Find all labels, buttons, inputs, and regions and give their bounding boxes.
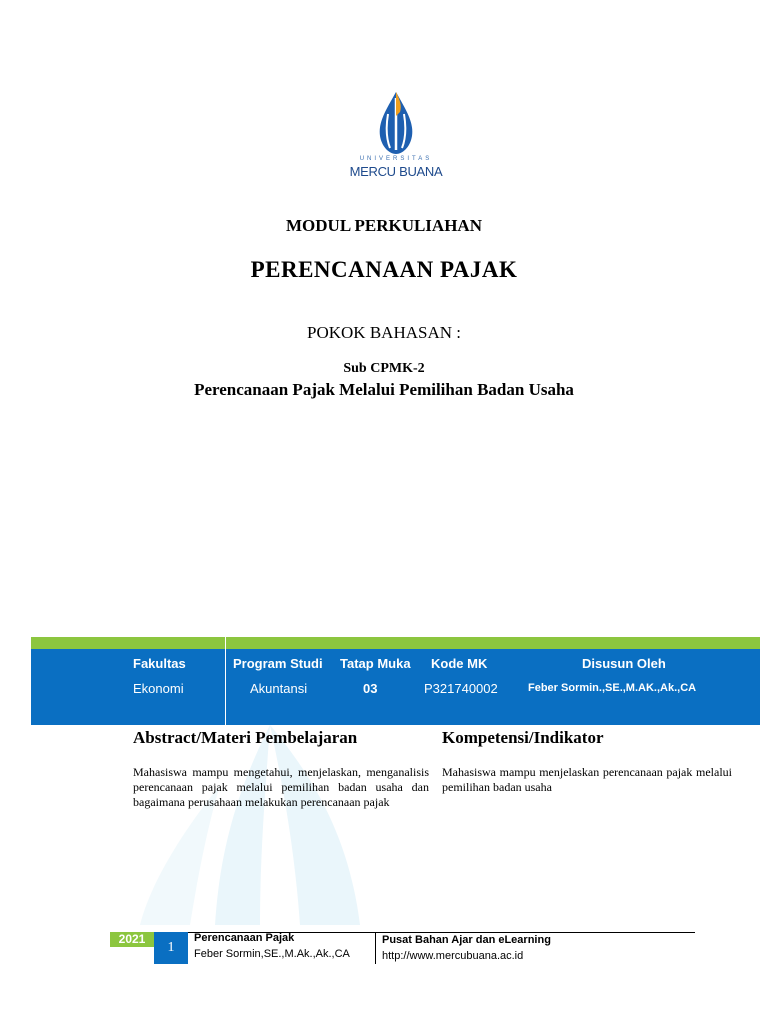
header-kode-mk: Kode MK <box>431 656 488 671</box>
page-title: PERENCANAAN PAJAK <box>250 257 518 282</box>
footer-center-name: Pusat Bahan Ajar dan eLearning <box>382 934 551 946</box>
footer-divider <box>375 932 376 964</box>
header-fakultas: Fakultas <box>133 656 186 671</box>
value-kode-mk: P321740002 <box>424 681 498 696</box>
mercu-buana-emblem-icon <box>376 92 416 154</box>
abstract-body: Mahasiswa mampu mengetahui, menjelaskan, menganalisis perencanaan pajak melalui pemilihan badan usaha dan bagaimana perusahaan melakukan perencanaan pajak <box>133 765 429 809</box>
sub-cpmk-label: Sub CPMK-2 <box>343 361 425 376</box>
header-tatap-muka: Tatap Muka <box>340 656 411 671</box>
modul-label: MODUL PERKULIAHAN <box>286 216 482 235</box>
banner-accent-bar <box>31 637 760 649</box>
university-logo <box>344 92 448 188</box>
value-disusun-oleh: Feber Sormin.,SE.,M.AK.,Ak.,CA <box>528 682 697 694</box>
topic-title: Perencanaan Pajak Melalui Pemilihan Badan Usaha <box>194 380 574 399</box>
value-fakultas: Ekonomi <box>133 681 184 696</box>
value-program-studi: Akuntansi <box>250 681 308 696</box>
competency-body: Mahasiswa mampu menjelaskan perencanaan pajak melalui pemilihan badan usaha <box>442 765 732 794</box>
footer-page-number: 1 <box>154 932 188 964</box>
abstract-heading: Abstract/Materi Pembelajaran <box>133 728 358 747</box>
footer-year-badge: 2021 <box>110 932 154 947</box>
banner-divider <box>225 637 226 725</box>
footer-author: Feber Sormin,SE.,M.Ak.,Ak.,CA <box>194 948 350 960</box>
logo-university-name: MERCU BUANA <box>349 164 443 179</box>
logo-university-label: UNIVERSITAS <box>359 156 433 162</box>
header-disusun-oleh: Disusun Oleh <box>582 656 666 671</box>
header-program-studi: Program Studi <box>233 656 323 671</box>
footer-website-link[interactable]: http://www.mercubuana.ac.id <box>382 950 524 962</box>
value-tatap-muka: 03 <box>363 681 378 696</box>
footer-course-name: Perencanaan Pajak <box>194 932 295 944</box>
watermark-emblem-icon <box>120 725 380 925</box>
competency-heading: Kompetensi/Indikator <box>442 728 604 747</box>
pokok-bahasan-label: POKOK BAHASAN : <box>307 323 461 342</box>
